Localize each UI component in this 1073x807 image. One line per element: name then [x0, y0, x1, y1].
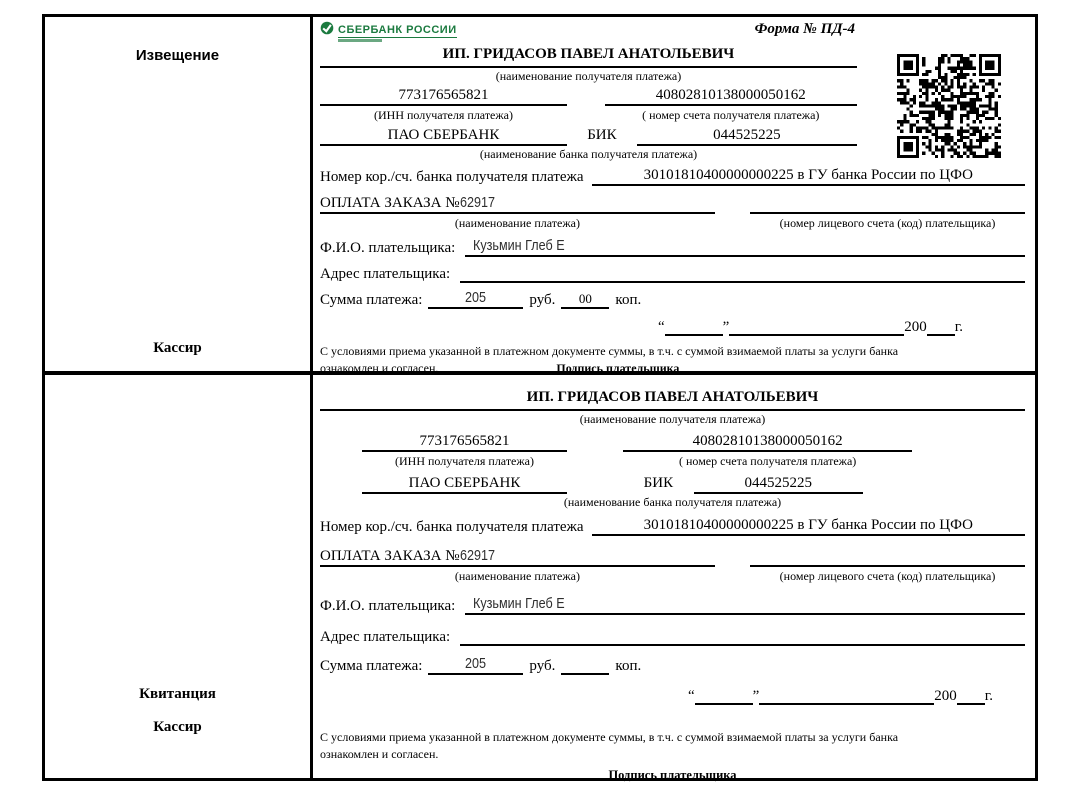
payer-name-label: Ф.И.О. плательщика: — [320, 240, 456, 256]
receipt-label: Квитанция — [139, 686, 216, 702]
spacer — [912, 453, 1025, 469]
sberbank-logo-tagline — [338, 39, 382, 42]
corr-account-value: 30101810400000000225 в ГУ банка России по ЦФО — [592, 517, 1025, 536]
rub-label: руб. — [529, 658, 556, 674]
date-month-blank — [759, 703, 934, 705]
bik-value: 044525225 — [694, 475, 863, 494]
recipient-name-caption: (наименование получателя платежа) — [579, 412, 766, 426]
amount-label: Сумма платежа: — [320, 658, 423, 674]
spacer — [320, 453, 362, 469]
inn-value: 773176565821 — [362, 433, 566, 452]
inn-value: 773176565821 — [320, 87, 567, 106]
recipient-name: ИП. ГРИДАСОВ ПАВЕЛ АНАТОЛЬЕВИЧ — [320, 46, 857, 68]
order-number: 62917 — [459, 194, 495, 211]
payer-name-value: Кузьмин Глеб Е — [473, 237, 565, 254]
payment-purpose-label: ОПЛАТА ЗАКАЗА № — [320, 548, 460, 564]
agreement-line2: ознакомлен и согласен. — [320, 746, 439, 761]
year-prefix: 200 — [934, 688, 957, 704]
qr-code — [897, 54, 1001, 158]
inn-caption: (ИНН получателя платежа) — [374, 108, 513, 122]
receipt-side-cell — [45, 375, 313, 778]
bik-value: 044525225 — [637, 127, 857, 146]
notice-label: Извещение — [135, 47, 220, 64]
receipt-section — [45, 375, 1035, 782]
kop-label: коп. — [615, 658, 642, 674]
quote-close: ” — [722, 319, 730, 335]
amount-label: Сумма платежа: — [320, 292, 423, 308]
personal-account-blank — [750, 212, 1025, 214]
amount-kop-field: 00 — [561, 291, 609, 309]
payer-name-label: Ф.И.О. плательщика: — [320, 598, 456, 614]
personal-account-blank — [750, 565, 1025, 567]
spacer — [567, 453, 623, 469]
amount-rub-field — [428, 655, 523, 675]
notice-body — [313, 17, 1035, 375]
account-caption: ( номер счета получателя платежа) — [679, 454, 857, 468]
bik-label: БИК — [587, 127, 617, 143]
agreement-text — [320, 343, 1025, 377]
date-month-blank — [729, 334, 904, 336]
receipt-body — [313, 375, 1035, 782]
payment-name-caption: (наименование платежа) — [454, 569, 580, 583]
corr-account-label: Номер кор./сч. банка получателя платежа — [320, 169, 584, 185]
agreement-line1: С условиями приема указанной в платежном документе суммы, в т.ч. с суммой взимаемой платы за услуги банка — [320, 730, 899, 744]
notice-section — [45, 17, 1035, 375]
payment-name-caption: (наименование платежа) — [454, 216, 580, 230]
year-suffix: г. — [984, 688, 993, 704]
date-day-blank — [665, 334, 723, 336]
personal-account-caption: (номер лицевого счета (код) плательщика) — [779, 216, 996, 230]
signature-label: Подпись плательщика — [556, 360, 680, 375]
inn-caption: (ИНН получателя платежа) — [395, 454, 534, 468]
signature-label: Подпись плательщика — [608, 767, 737, 782]
payer-name-field — [465, 595, 1025, 615]
spacer — [715, 215, 750, 231]
amount-kop-field — [561, 673, 609, 675]
payer-address-label: Адрес плательщика: — [320, 266, 451, 282]
cashier-label: Кассир — [153, 340, 202, 356]
sberbank-logo-icon — [320, 21, 334, 35]
payment-purpose — [320, 547, 715, 567]
payment-purpose — [320, 194, 715, 214]
amount-rub-value: 205 — [465, 289, 487, 306]
date-day-blank — [695, 703, 753, 705]
bank-name-value: ПАО СБЕРБАНК — [320, 127, 567, 146]
recipient-name-caption: (наименование получателя платежа) — [495, 69, 682, 83]
cashier-label: Кассир — [153, 719, 202, 735]
account-caption: ( номер счета получателя платежа) — [642, 108, 820, 122]
payer-address-field — [460, 281, 1025, 283]
agreement-text — [320, 729, 1025, 784]
pd4-form — [42, 14, 1038, 781]
payer-name-value: Кузьмин Глеб Е — [473, 595, 565, 612]
bank-name-value: ПАО СБЕРБАНК — [362, 475, 566, 494]
quote-close: ” — [752, 688, 760, 704]
quote-open: “ — [657, 319, 665, 335]
bank-name-caption: (наименование банка получателя платежа) — [479, 147, 698, 161]
personal-account-caption: (номер лицевого счета (код) плательщика) — [779, 569, 996, 583]
spacer — [715, 568, 750, 584]
quote-open: “ — [687, 688, 695, 704]
sberbank-logo — [320, 21, 457, 42]
spacer — [567, 107, 605, 123]
payer-address-field — [460, 644, 1025, 646]
year-prefix: 200 — [904, 319, 927, 335]
amount-rub-value: 205 — [465, 655, 487, 672]
account-value: 40802810138000050162 — [623, 433, 912, 452]
agreement-line1: С условиями приема указанной в платежном документе суммы, в т.ч. с суммой взимаемой платы за услуги банка — [320, 344, 899, 358]
account-value: 40802810138000050162 — [605, 87, 857, 106]
year-suffix: г. — [954, 319, 963, 335]
sberbank-logo-text: СБЕРБАНК РОССИИ — [338, 24, 457, 36]
amount-rub-field — [428, 289, 523, 309]
payment-purpose-label: ОПЛАТА ЗАКАЗА № — [320, 195, 460, 211]
recipient-name: ИП. ГРИДАСОВ ПАВЕЛ АНАТОЛЬЕВИЧ — [320, 389, 1025, 411]
rub-label: руб. — [529, 292, 556, 308]
form-number: Форма № ПД-4 — [754, 21, 855, 37]
notice-side-cell — [45, 17, 313, 371]
payer-address-label: Адрес плательщика: — [320, 629, 451, 645]
bik-label: БИК — [643, 475, 674, 491]
corr-account-label: Номер кор./сч. банка получателя платежа — [320, 519, 584, 535]
bank-name-caption: (наименование банка получателя платежа) — [563, 495, 782, 509]
date-year-blank — [957, 703, 985, 705]
agreement-line2: ознакомлен и согласен. — [320, 360, 439, 375]
payer-name-field — [465, 237, 1025, 257]
corr-account-value: 30101810400000000225 в ГУ банка России по ЦФО — [592, 167, 1025, 186]
kop-label: коп. — [615, 292, 642, 308]
order-number: 62917 — [459, 547, 495, 564]
date-year-blank — [927, 334, 955, 336]
